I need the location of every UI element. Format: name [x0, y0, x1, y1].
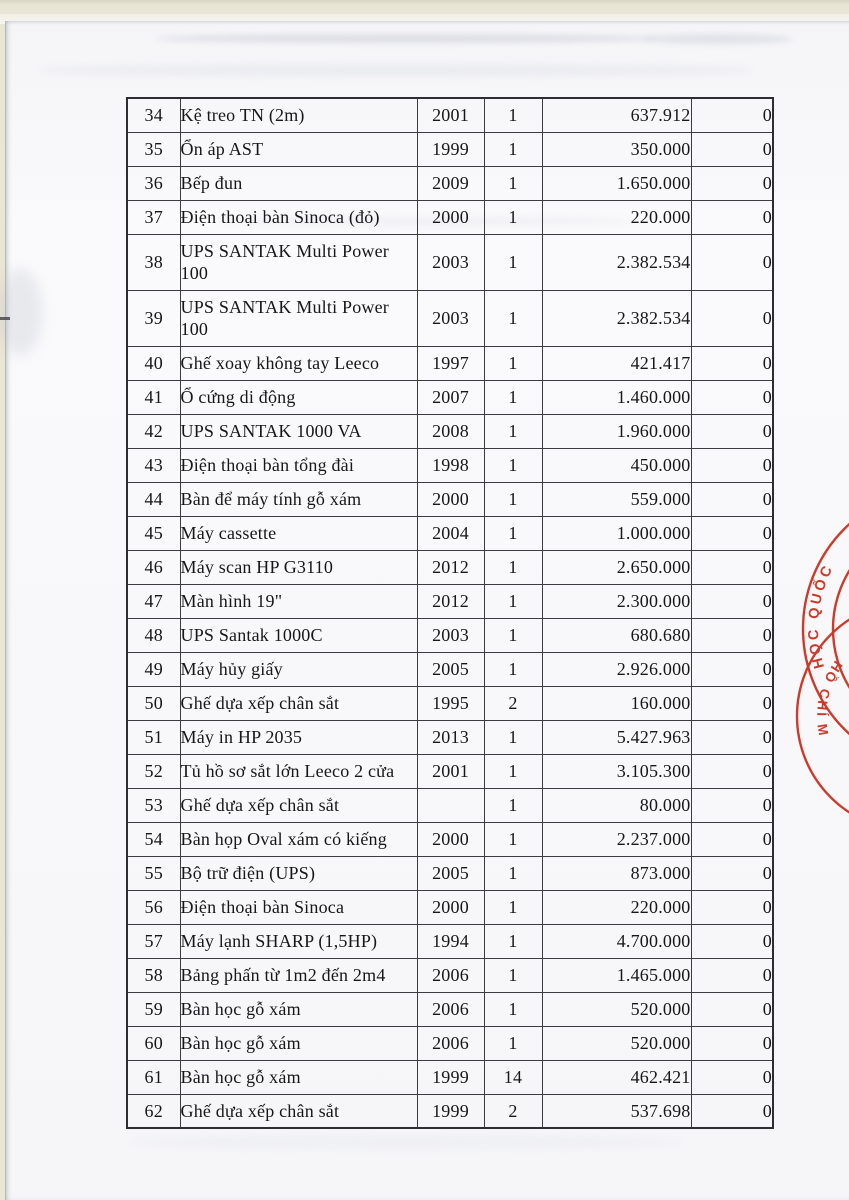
zero-cell: 0 — [691, 414, 773, 448]
year-cell: 1999 — [417, 1094, 484, 1128]
year-cell: 2013 — [417, 720, 484, 754]
quantity-cell: 1 — [484, 754, 542, 788]
quantity-cell: 1 — [484, 98, 542, 132]
zero-cell: 0 — [691, 516, 773, 550]
table-row — [127, 924, 773, 958]
row-number-cell: 49 — [127, 652, 180, 686]
zero-cell: 0 — [691, 234, 773, 290]
value-cell: 160.000 — [542, 686, 691, 720]
scan-artifact — [36, 65, 756, 76]
table-row — [127, 132, 773, 166]
quantity-cell: 1 — [484, 234, 542, 290]
row-number-cell: 47 — [127, 584, 180, 618]
quantity-cell: 1 — [484, 290, 542, 346]
fold-mark — [0, 317, 10, 320]
table-row — [127, 380, 773, 414]
item-name-cell: Máy in HP 2035 — [180, 720, 417, 754]
value-cell: 520.000 — [542, 1026, 691, 1060]
university-stamp — [787, 516, 849, 816]
row-number-cell: 59 — [127, 992, 180, 1026]
row-number-cell: 51 — [127, 720, 180, 754]
zero-cell: 0 — [691, 98, 773, 132]
table-row — [127, 346, 773, 380]
year-cell: 2006 — [417, 992, 484, 1026]
item-name-cell: Tủ hồ sơ sắt lớn Leeco 2 cửa — [180, 754, 417, 788]
year-cell: 2003 — [417, 234, 484, 290]
table-row — [127, 890, 773, 924]
value-cell: 4.700.000 — [542, 924, 691, 958]
year-cell: 2000 — [417, 200, 484, 234]
zero-cell: 0 — [691, 346, 773, 380]
quantity-cell: 1 — [484, 720, 542, 754]
table-row — [127, 720, 773, 754]
item-name-cell: Ổn áp AST — [180, 132, 417, 166]
table-row — [127, 788, 773, 822]
scan-artifact — [156, 34, 656, 43]
quantity-cell: 1 — [484, 958, 542, 992]
zero-cell: 0 — [691, 992, 773, 1026]
table-row — [127, 1094, 773, 1128]
value-cell: 2.300.000 — [542, 584, 691, 618]
scan-artifact — [0, 269, 42, 355]
row-number-cell: 44 — [127, 482, 180, 516]
value-cell: 80.000 — [542, 788, 691, 822]
quantity-cell: 1 — [484, 346, 542, 380]
quantity-cell: 1 — [484, 166, 542, 200]
year-cell: 1999 — [417, 1060, 484, 1094]
year-cell: 2000 — [417, 822, 484, 856]
value-cell: 520.000 — [542, 992, 691, 1026]
zero-cell: 0 — [691, 686, 773, 720]
row-number-cell: 54 — [127, 822, 180, 856]
quantity-cell: 2 — [484, 686, 542, 720]
quantity-cell: 1 — [484, 584, 542, 618]
item-name-cell: Màn hình 19" — [180, 584, 417, 618]
stamp-outer-ring-text: HỌC QUỐC — [805, 561, 838, 671]
zero-cell: 0 — [691, 1060, 773, 1094]
item-name-cell: Kệ treo TN (2m) — [180, 98, 417, 132]
row-number-cell: 39 — [127, 290, 180, 346]
row-number-cell: 42 — [127, 414, 180, 448]
item-name-cell: Máy lạnh SHARP (1,5HP) — [180, 924, 417, 958]
year-cell: 2001 — [417, 754, 484, 788]
year-cell: 1997 — [417, 346, 484, 380]
table-row — [127, 958, 773, 992]
item-name-cell: Bàn học gỗ xám — [180, 1060, 417, 1094]
year-cell: 2008 — [417, 414, 484, 448]
item-name-cell: Ghế dựa xếp chân sắt — [180, 1094, 417, 1128]
document-page — [5, 21, 849, 1200]
table-row — [127, 550, 773, 584]
row-number-cell: 40 — [127, 346, 180, 380]
zero-cell: 0 — [691, 1094, 773, 1128]
value-cell: 2.382.534 — [542, 290, 691, 346]
zero-cell: 0 — [691, 958, 773, 992]
zero-cell: 0 — [691, 200, 773, 234]
quantity-cell: 1 — [484, 1026, 542, 1060]
zero-cell: 0 — [691, 550, 773, 584]
table-row — [127, 414, 773, 448]
value-cell: 2.650.000 — [542, 550, 691, 584]
value-cell: 2.382.534 — [542, 234, 691, 290]
table-row — [127, 822, 773, 856]
quantity-cell: 1 — [484, 448, 542, 482]
row-number-cell: 46 — [127, 550, 180, 584]
scan-artifact — [642, 34, 792, 44]
table-row — [127, 234, 773, 290]
item-name-cell: Máy hủy giấy — [180, 652, 417, 686]
table-row — [127, 652, 773, 686]
row-number-cell: 34 — [127, 98, 180, 132]
item-name-cell: Bàn học gỗ xám — [180, 1026, 417, 1060]
item-name-cell: Điện thoại bàn tổng đài — [180, 448, 417, 482]
zero-cell: 0 — [691, 166, 773, 200]
year-cell: 1998 — [417, 448, 484, 482]
year-cell: 2003 — [417, 618, 484, 652]
item-name-cell: UPS Santak 1000C — [180, 618, 417, 652]
zero-cell: 0 — [691, 132, 773, 166]
row-number-cell: 50 — [127, 686, 180, 720]
table-row — [127, 448, 773, 482]
stamp-inner-ring-text: HỒ CHÍ M — [814, 658, 846, 739]
table-row — [127, 200, 773, 234]
year-cell: 2012 — [417, 584, 484, 618]
quantity-cell: 2 — [484, 1094, 542, 1128]
value-cell: 220.000 — [542, 200, 691, 234]
scan-artifact — [126, 1137, 686, 1147]
quantity-cell: 1 — [484, 516, 542, 550]
item-name-cell: Bộ trữ điện (UPS) — [180, 856, 417, 890]
row-number-cell: 58 — [127, 958, 180, 992]
year-cell: 2006 — [417, 1026, 484, 1060]
value-cell: 1.650.000 — [542, 166, 691, 200]
value-cell: 1.460.000 — [542, 380, 691, 414]
quantity-cell: 1 — [484, 132, 542, 166]
row-number-cell: 62 — [127, 1094, 180, 1128]
inventory-table — [126, 97, 774, 1129]
row-number-cell: 52 — [127, 754, 180, 788]
value-cell: 450.000 — [542, 448, 691, 482]
year-cell: 1995 — [417, 686, 484, 720]
table-row — [127, 856, 773, 890]
year-cell: 2006 — [417, 958, 484, 992]
year-cell: 2005 — [417, 856, 484, 890]
table-row — [127, 516, 773, 550]
zero-cell: 0 — [691, 1026, 773, 1060]
quantity-cell: 1 — [484, 200, 542, 234]
item-name-cell: Điện thoại bàn Sinoca — [180, 890, 417, 924]
item-name-cell: Ghế dựa xếp chân sắt — [180, 788, 417, 822]
table-row — [127, 1026, 773, 1060]
table-row — [127, 618, 773, 652]
year-cell — [417, 788, 484, 822]
item-name-cell: Bàn để máy tính gỗ xám — [180, 482, 417, 516]
value-cell: 3.105.300 — [542, 754, 691, 788]
quantity-cell: 1 — [484, 788, 542, 822]
year-cell: 2000 — [417, 890, 484, 924]
asset-table-body — [127, 98, 773, 1128]
quantity-cell: 1 — [484, 856, 542, 890]
year-cell: 2005 — [417, 652, 484, 686]
table-row — [127, 754, 773, 788]
item-name-cell: Bảng phấn từ 1m2 đến 2m4 — [180, 958, 417, 992]
zero-cell: 0 — [691, 856, 773, 890]
zero-cell: 0 — [691, 482, 773, 516]
scanner-background-strip — [0, 0, 849, 14]
quantity-cell: 1 — [484, 482, 542, 516]
year-cell: 1999 — [417, 132, 484, 166]
row-number-cell: 35 — [127, 132, 180, 166]
item-name-cell: UPS SANTAK Multi Power 100 — [180, 234, 417, 290]
table-row — [127, 1060, 773, 1094]
row-number-cell: 57 — [127, 924, 180, 958]
zero-cell: 0 — [691, 380, 773, 414]
quantity-cell: 14 — [484, 1060, 542, 1094]
zero-cell: 0 — [691, 822, 773, 856]
quantity-cell: 1 — [484, 992, 542, 1026]
item-name-cell: Bếp đun — [180, 166, 417, 200]
item-name-cell: Bàn học gỗ xám — [180, 992, 417, 1026]
zero-cell: 0 — [691, 448, 773, 482]
quantity-cell: 1 — [484, 618, 542, 652]
value-cell: 1.960.000 — [542, 414, 691, 448]
item-name-cell: UPS SANTAK 1000 VA — [180, 414, 417, 448]
value-cell: 220.000 — [542, 890, 691, 924]
row-number-cell: 36 — [127, 166, 180, 200]
year-cell: 2004 — [417, 516, 484, 550]
quantity-cell: 1 — [484, 414, 542, 448]
value-cell: 2.237.000 — [542, 822, 691, 856]
row-number-cell: 43 — [127, 448, 180, 482]
zero-cell: 0 — [691, 788, 773, 822]
row-number-cell: 38 — [127, 234, 180, 290]
row-number-cell: 61 — [127, 1060, 180, 1094]
zero-cell: 0 — [691, 652, 773, 686]
value-cell: 1.465.000 — [542, 958, 691, 992]
row-number-cell: 56 — [127, 890, 180, 924]
value-cell: 462.421 — [542, 1060, 691, 1094]
value-cell: 559.000 — [542, 482, 691, 516]
row-number-cell: 41 — [127, 380, 180, 414]
zero-cell: 0 — [691, 720, 773, 754]
table-row — [127, 98, 773, 132]
zero-cell: 0 — [691, 618, 773, 652]
year-cell: 2009 — [417, 166, 484, 200]
row-number-cell: 55 — [127, 856, 180, 890]
row-number-cell: 37 — [127, 200, 180, 234]
table-row — [127, 482, 773, 516]
year-cell: 2001 — [417, 98, 484, 132]
year-cell: 2007 — [417, 380, 484, 414]
item-name-cell: Máy scan HP G3110 — [180, 550, 417, 584]
value-cell: 1.000.000 — [542, 516, 691, 550]
value-cell: 537.698 — [542, 1094, 691, 1128]
item-name-cell: UPS SANTAK Multi Power 100 — [180, 290, 417, 346]
item-name-cell: Máy cassette — [180, 516, 417, 550]
value-cell: 873.000 — [542, 856, 691, 890]
quantity-cell: 1 — [484, 924, 542, 958]
table-row — [127, 290, 773, 346]
quantity-cell: 1 — [484, 550, 542, 584]
year-cell: 2000 — [417, 482, 484, 516]
row-number-cell: 45 — [127, 516, 180, 550]
table-row — [127, 686, 773, 720]
item-name-cell: Điện thoại bàn Sinoca (đỏ) — [180, 200, 417, 234]
year-cell: 2003 — [417, 290, 484, 346]
item-name-cell: Bàn họp Oval xám có kiếng — [180, 822, 417, 856]
item-name-cell: Ổ cứng di động — [180, 380, 417, 414]
value-cell: 421.417 — [542, 346, 691, 380]
year-cell: 2012 — [417, 550, 484, 584]
zero-cell: 0 — [691, 924, 773, 958]
quantity-cell: 1 — [484, 890, 542, 924]
quantity-cell: 1 — [484, 380, 542, 414]
item-name-cell: Ghế dựa xếp chân sắt — [180, 686, 417, 720]
zero-cell: 0 — [691, 754, 773, 788]
row-number-cell: 53 — [127, 788, 180, 822]
value-cell: 5.427.963 — [542, 720, 691, 754]
quantity-cell: 1 — [484, 652, 542, 686]
value-cell: 680.680 — [542, 618, 691, 652]
item-name-cell: Ghế xoay không tay Leeco — [180, 346, 417, 380]
table-row — [127, 166, 773, 200]
zero-cell: 0 — [691, 290, 773, 346]
row-number-cell: 48 — [127, 618, 180, 652]
value-cell: 350.000 — [542, 132, 691, 166]
value-cell: 2.926.000 — [542, 652, 691, 686]
value-cell: 637.912 — [542, 98, 691, 132]
table-row — [127, 584, 773, 618]
row-number-cell: 60 — [127, 1026, 180, 1060]
quantity-cell: 1 — [484, 822, 542, 856]
zero-cell: 0 — [691, 890, 773, 924]
zero-cell: 0 — [691, 584, 773, 618]
year-cell: 1994 — [417, 924, 484, 958]
table-row — [127, 992, 773, 1026]
